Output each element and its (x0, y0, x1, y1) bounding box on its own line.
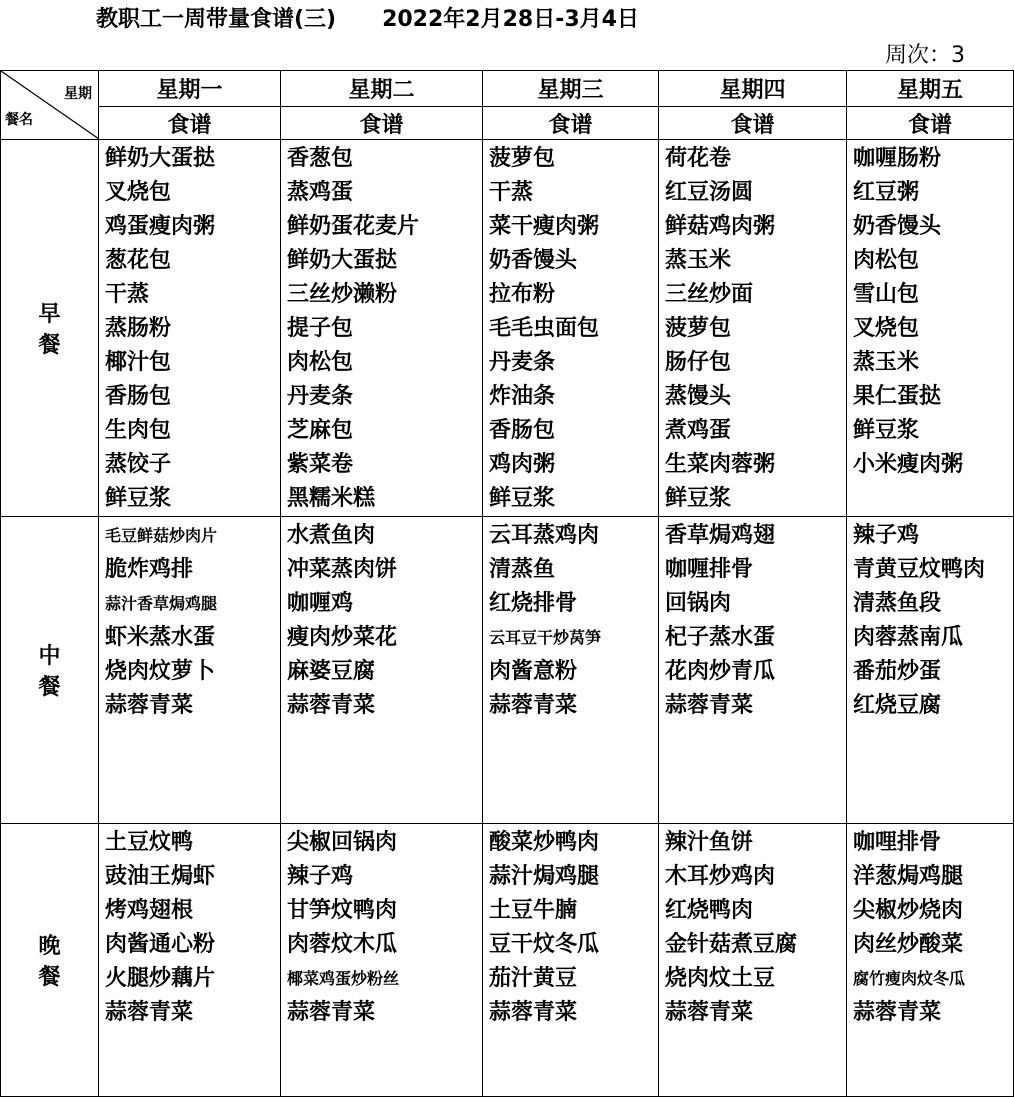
dish-item: 火腿炒藕片 (105, 966, 216, 991)
recipe-subheader: 食谱 (281, 107, 483, 140)
recipe-subheader: 食谱 (99, 107, 281, 140)
dish-item: 酸菜炒鸭肉 (489, 830, 600, 855)
dish-item: 葱花包 (105, 248, 172, 273)
dish-item: 清蒸鱼 (489, 557, 556, 582)
dish-item: 青黄豆炆鸭肉 (853, 557, 986, 582)
dish-item: 咖喱鸡 (287, 591, 354, 616)
dish-item: 三丝炒面 (665, 282, 754, 307)
dish-item: 生肉包 (105, 418, 172, 443)
dish-item: 鲜奶大蛋挞 (105, 146, 216, 171)
dish-item: 蒸玉米 (665, 248, 732, 273)
dish-item: 叉烧包 (853, 316, 920, 341)
dish-item: 烧肉炆萝卜 (105, 659, 216, 684)
dish-item: 鲜豆浆 (853, 418, 920, 443)
dish-item: 木耳炒鸡肉 (665, 864, 776, 889)
meal-name: 晚 餐 (1, 824, 99, 1097)
dish-item: 香葱包 (287, 146, 354, 171)
recipe-subheader: 食谱 (659, 107, 847, 140)
dish-item: 鲜豆浆 (489, 486, 556, 511)
dish-item: 毛豆鲜菇炒肉片 (105, 526, 218, 545)
corner-meal-label: 餐名 (5, 112, 33, 128)
dish-item: 蒜蓉青菜 (489, 1000, 578, 1025)
day-header: 星期四 (659, 71, 847, 107)
day-header: 星期二 (281, 71, 483, 107)
dish-item: 红烧鸭肉 (665, 898, 754, 923)
dish-item: 雪山包 (853, 282, 920, 307)
dish-item: 洋葱焗鸡腿 (853, 864, 964, 889)
dish-item: 瘦肉炒菜花 (287, 625, 398, 650)
dish-item: 芝麻包 (287, 418, 354, 443)
dish-item: 烧肉炆土豆 (665, 966, 776, 991)
dish-item: 豆干炆冬瓜 (489, 932, 600, 957)
dish-item: 土豆牛腩 (489, 898, 578, 923)
day-header: 星期五 (847, 71, 1014, 107)
dish-item: 辣子鸡 (287, 864, 354, 889)
dish-item: 毛毛虫面包 (489, 316, 600, 341)
dish-item: 蒜蓉青菜 (665, 693, 754, 718)
menu-cell (847, 824, 1014, 1097)
dish-item: 蒸饺子 (105, 452, 172, 477)
dish-item: 鲜奶蛋花麦片 (287, 214, 420, 239)
dish-item: 红烧排骨 (489, 591, 578, 616)
dish-item: 肠仔包 (665, 350, 732, 375)
dish-item: 麻婆豆腐 (287, 659, 376, 684)
dish-item: 尖椒炒烧肉 (853, 898, 964, 923)
dish-item: 咖喱排骨 (665, 557, 754, 582)
dish-item: 咖哩排骨 (853, 830, 942, 855)
dish-item: 奶香馒头 (853, 214, 942, 239)
dish-item: 蒜汁香草焗鸡腿 (105, 594, 218, 613)
dish-item: 冲菜蒸肉饼 (287, 557, 398, 582)
dish-item: 荷花卷 (665, 146, 732, 171)
dish-item: 肉蓉蒸南瓜 (853, 625, 964, 650)
dish-item: 云耳蒸鸡肉 (489, 523, 600, 548)
dish-item: 蒸鸡蛋 (287, 180, 354, 205)
dish-item: 拉布粉 (489, 282, 556, 307)
meal-row (1, 140, 1014, 517)
menu-cell (99, 517, 281, 824)
dish-item: 土豆炆鸭 (105, 830, 194, 855)
dish-item: 提子包 (287, 316, 354, 341)
dish-item: 蒸肠粉 (105, 316, 172, 341)
dish-item: 腐竹瘦肉炆冬瓜 (853, 969, 966, 988)
dish-item: 金针菇煮豆腐 (665, 932, 798, 957)
dish-item: 干蒸 (489, 180, 534, 205)
dish-item: 炸油条 (489, 384, 556, 409)
dish-item: 叉烧包 (105, 180, 172, 205)
dish-item: 香肠包 (105, 384, 172, 409)
dish-item: 香肠包 (489, 418, 556, 443)
dish-item: 红烧豆腐 (853, 693, 942, 718)
dish-item: 肉酱意粉 (489, 659, 578, 684)
dish-item: 水煮鱼肉 (287, 523, 376, 548)
dish-item: 蒸馒头 (665, 384, 732, 409)
dish-item: 紫菜卷 (287, 452, 354, 477)
dish-item: 蒸玉米 (853, 350, 920, 375)
dish-item: 菠萝包 (665, 316, 732, 341)
menu-cell (281, 517, 483, 824)
dish-item: 清蒸鱼段 (853, 591, 942, 616)
menu-cell (847, 140, 1014, 517)
dish-item: 奶香馒头 (489, 248, 578, 273)
dish-item: 肉酱通心粉 (105, 932, 216, 957)
dish-item: 鲜豆浆 (665, 486, 732, 511)
corner-header-cell (1, 71, 99, 140)
day-header: 星期一 (99, 71, 281, 107)
dish-item: 烤鸡翅根 (105, 898, 194, 923)
dish-item: 肉丝炒酸菜 (853, 932, 964, 957)
dish-item: 菜干瘦肉粥 (489, 214, 600, 239)
dish-item: 香草焗鸡翅 (665, 523, 776, 548)
dish-item: 小米瘦肉粥 (853, 452, 964, 477)
dish-item: 云耳豆干炒莴笋 (489, 628, 602, 647)
menu-cell (847, 517, 1014, 824)
dish-item: 蒜蓉青菜 (489, 693, 578, 718)
meal-name: 中 餐 (1, 517, 99, 824)
dish-item: 脆炸鸡排 (105, 557, 194, 582)
menu-cell (659, 517, 847, 824)
meal-name: 早 餐 (1, 140, 99, 517)
dish-item: 蒜蓉青菜 (287, 693, 376, 718)
menu-cell (281, 824, 483, 1097)
dish-item: 椰菜鸡蛋炒粉丝 (287, 969, 400, 988)
meal-row (1, 824, 1014, 1097)
dish-item: 鲜奶大蛋挞 (287, 248, 398, 273)
dish-item: 菠萝包 (489, 146, 556, 171)
week-number: 周次：3 (885, 43, 965, 68)
dish-item: 干蒸 (105, 282, 150, 307)
dish-item: 鲜豆浆 (105, 486, 172, 511)
dish-item: 豉油王焗虾 (105, 864, 216, 889)
dish-item: 鲜菇鸡肉粥 (665, 214, 776, 239)
dish-item: 蒜汁焗鸡腿 (489, 864, 600, 889)
page-title: 教职工一周带量食谱(三) 2022年2月28日-3月4日 (96, 7, 639, 32)
dish-item: 果仁蛋挞 (853, 384, 942, 409)
dish-item: 丹麦条 (489, 350, 556, 375)
dish-item: 蒜蓉青菜 (853, 1000, 942, 1025)
dish-item: 咖喱肠粉 (853, 146, 942, 171)
dish-item: 辣汁鱼饼 (665, 830, 754, 855)
dish-item: 鸡肉粥 (489, 452, 556, 477)
dish-item: 鸡蛋瘦肉粥 (105, 214, 216, 239)
dish-item: 肉松包 (287, 350, 354, 375)
dish-item: 花肉炒青瓜 (665, 659, 776, 684)
dish-item: 蒜蓉青菜 (665, 1000, 754, 1025)
dish-item: 甘笋炆鸭肉 (287, 898, 398, 923)
dish-item: 三丝炒濑粉 (287, 282, 398, 307)
dish-item: 煮鸡蛋 (665, 418, 732, 443)
day-header: 星期三 (483, 71, 659, 107)
dish-item: 番茄炒蛋 (853, 659, 942, 684)
dish-item: 茄汁黄豆 (489, 966, 578, 991)
dish-item: 红豆粥 (853, 180, 920, 205)
menu-cell (281, 140, 483, 517)
menu-table (0, 70, 1014, 1097)
dish-item: 虾米蒸水蛋 (105, 625, 216, 650)
dish-item: 生菜肉蓉粥 (665, 452, 776, 477)
recipe-subheader: 食谱 (483, 107, 659, 140)
meal-row (1, 517, 1014, 824)
corner-day-label: 星期 (64, 86, 92, 102)
dish-item: 蒜蓉青菜 (287, 1000, 376, 1025)
dish-item: 辣子鸡 (853, 523, 920, 548)
dish-item: 尖椒回锅肉 (287, 830, 398, 855)
menu-cell (99, 140, 281, 517)
menu-cell (659, 140, 847, 517)
dish-item: 黑糯米糕 (287, 486, 376, 511)
dish-item: 红豆汤圆 (665, 180, 754, 205)
recipe-subheader: 食谱 (847, 107, 1014, 140)
dish-item: 蒜蓉青菜 (105, 1000, 194, 1025)
dish-item: 回锅肉 (665, 591, 732, 616)
menu-cell (483, 517, 659, 824)
dish-item: 椰汁包 (105, 350, 172, 375)
menu-cell (483, 824, 659, 1097)
menu-cell (659, 824, 847, 1097)
dish-item: 肉蓉炆木瓜 (287, 932, 398, 957)
dish-item: 蒜蓉青菜 (105, 693, 194, 718)
menu-cell (99, 824, 281, 1097)
dish-item: 丹麦条 (287, 384, 354, 409)
dish-item: 杞子蒸水蛋 (665, 625, 776, 650)
menu-cell (483, 140, 659, 517)
dish-item: 肉松包 (853, 248, 920, 273)
